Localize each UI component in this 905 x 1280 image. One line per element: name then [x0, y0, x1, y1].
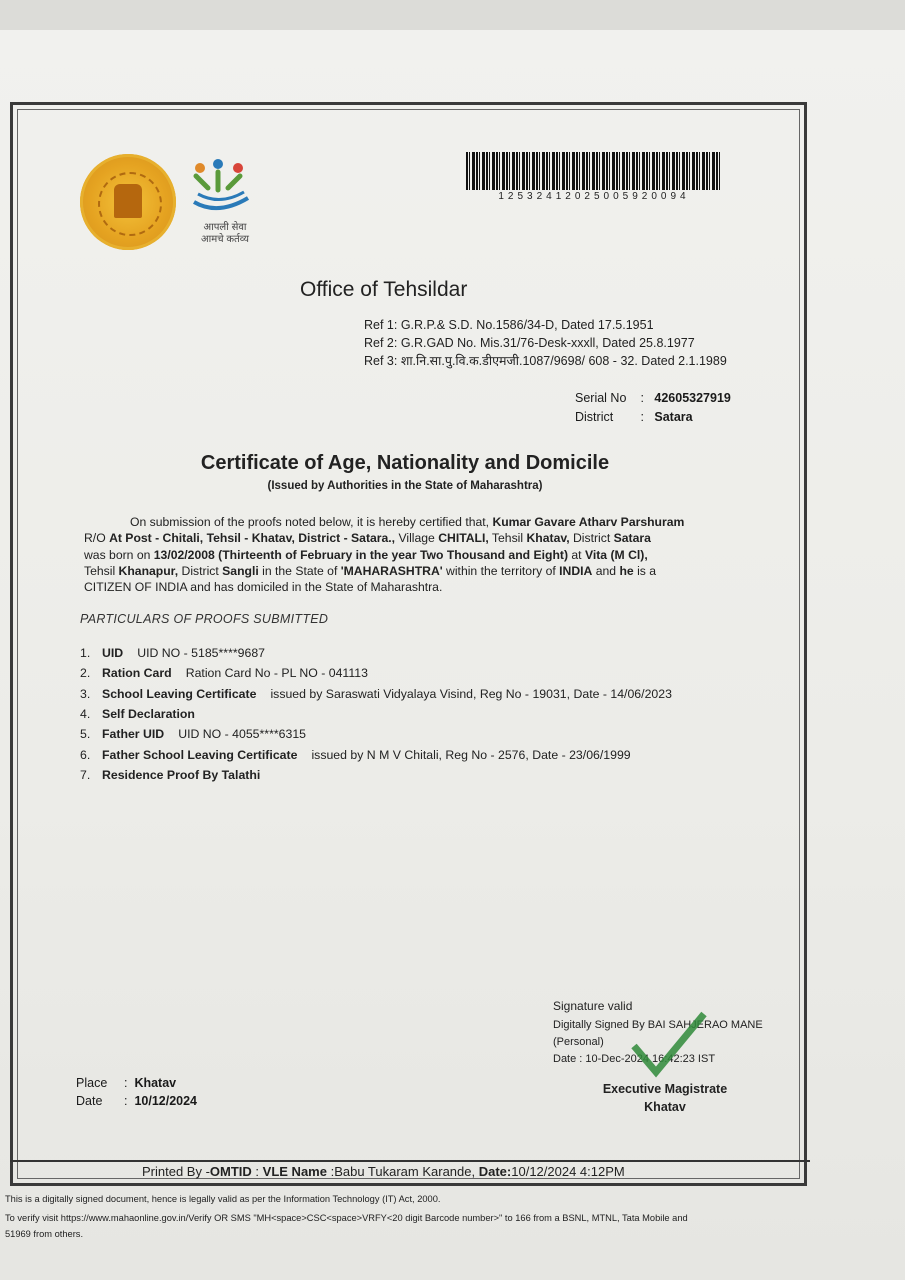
seva-tagline: आपली सेवा आमचे कर्तव्य: [201, 222, 249, 245]
signed-by: Digitally Signed By BAI SAHJERAO MANE: [553, 1019, 763, 1031]
serial-label: Serial No: [575, 391, 627, 405]
aapli-seva-logo-icon: [188, 158, 256, 220]
place-value: Khatav: [134, 1076, 177, 1090]
printed-by-line: Printed By -OMTID : VLE Name :Babu Tukaram Karande, Date:10/12/2024 4:12PM: [142, 1164, 625, 1179]
proof-item: 2. Ration Card Ration Card No - PL NO - 041113: [80, 666, 368, 680]
proof-item: 5. Father UID UID NO - 4055****6315: [80, 727, 307, 741]
ref-2: Ref 2: G.R.GAD No. Mis.31/76-Desk-xxxll, Dated 25.8.1977: [364, 336, 695, 350]
signature-type: (Personal): [553, 1036, 604, 1048]
ref-3: Ref 3: शा.नि.सा.पु.वि.क.डीएमजी.1087/9698/ 608 - 32. Dated 2.1.1989: [364, 354, 727, 368]
particulars-heading: PARTICULARS OF PROOFS SUBMITTED: [80, 612, 329, 626]
signature-verified-check-icon: [628, 1010, 708, 1080]
proof-item: 6. Father School Leaving Certificate issued by N M V Chitali, Reg No - 2576, Date - 23/06/1999: [80, 748, 631, 762]
maharashtra-seal-icon: [80, 154, 176, 250]
applicant-name: Kumar Gavare Atharv Parshuram: [492, 515, 685, 529]
references: [364, 316, 727, 370]
certificate-title: Certificate of Age, Nationality and Domicile: [200, 452, 610, 474]
proof-item: 4. Self Declaration: [80, 707, 195, 721]
date-value: 10/12/2024: [134, 1094, 197, 1108]
certification-paragraph: On submission of the proofs noted below, it is hereby certified that, Kumar Gavare Atharv Parshuram R/O At Post - Chitali, Tehsil - Khatav, District - Satara., Village CHITALI, Tehsil Khatav, District Satara was born on 13/02/2008 (Thirteenth of February in the year Two Thousand and Eight) at Vita (M Cl), Tehsil Khanapur, District Sangli in the State of 'MAHARASHTRA' within the territory of INDIA and he is a CITIZEN OF INDIA and has domiciled in the State of Maharashtra.: [84, 515, 685, 595]
serial-value: 42605327919: [654, 391, 731, 405]
district-value: Satara: [654, 410, 693, 424]
proof-item: 7. Residence Proof By Talathi: [80, 768, 261, 782]
verification-disclaimer: This is a digitally signed document, hence is legally valid as per the Information Technology (IT) Act, 2000. To verify visit https://www.mahaonline.gov.in/Verify OR SMS "MH<space>CSC<space>VRFY<20 digit Barcode number>" to 166 from a BSNL, MTNL, Tata Mobile and 51969 from others.: [5, 1194, 688, 1239]
proof-item: 1. UID UID NO - 5185****9687: [80, 646, 266, 660]
date-of-birth: 13/02/2008 (Thirteenth of February in the year Two Thousand and Eight): [153, 547, 569, 562]
magistrate-block: [560, 1080, 770, 1116]
signature-valid: Signature valid: [553, 999, 633, 1013]
barcode: [466, 152, 722, 190]
district-label: District: [575, 410, 614, 424]
office-title: Office of Tehsildar: [300, 278, 468, 301]
ref-1: Ref 1: G.R.P.& S.D. No.1586/34-D, Dated 17.5.1951: [364, 318, 654, 332]
magistrate-place: Khatav: [644, 1100, 686, 1114]
place-date-block: Place : Khatav Date : 10/12/2024: [76, 1076, 197, 1108]
proof-item: 3. School Leaving Certificate issued by Saraswati Vidyalaya Visind, Reg No - 19031, Date - 14/06/2023: [80, 687, 672, 701]
certificate-subtitle: (Issued by Authorities in the State of Maharashtra): [267, 480, 543, 492]
signature-date: Date : 10-Dec-2024 16:42:23 IST: [553, 1053, 716, 1065]
barcode-number: 12532412025005920094: [498, 191, 690, 202]
magistrate-title: Executive Magistrate: [602, 1082, 728, 1096]
serial-district-block: Serial No : 42605327919 District : Satara: [575, 389, 731, 427]
